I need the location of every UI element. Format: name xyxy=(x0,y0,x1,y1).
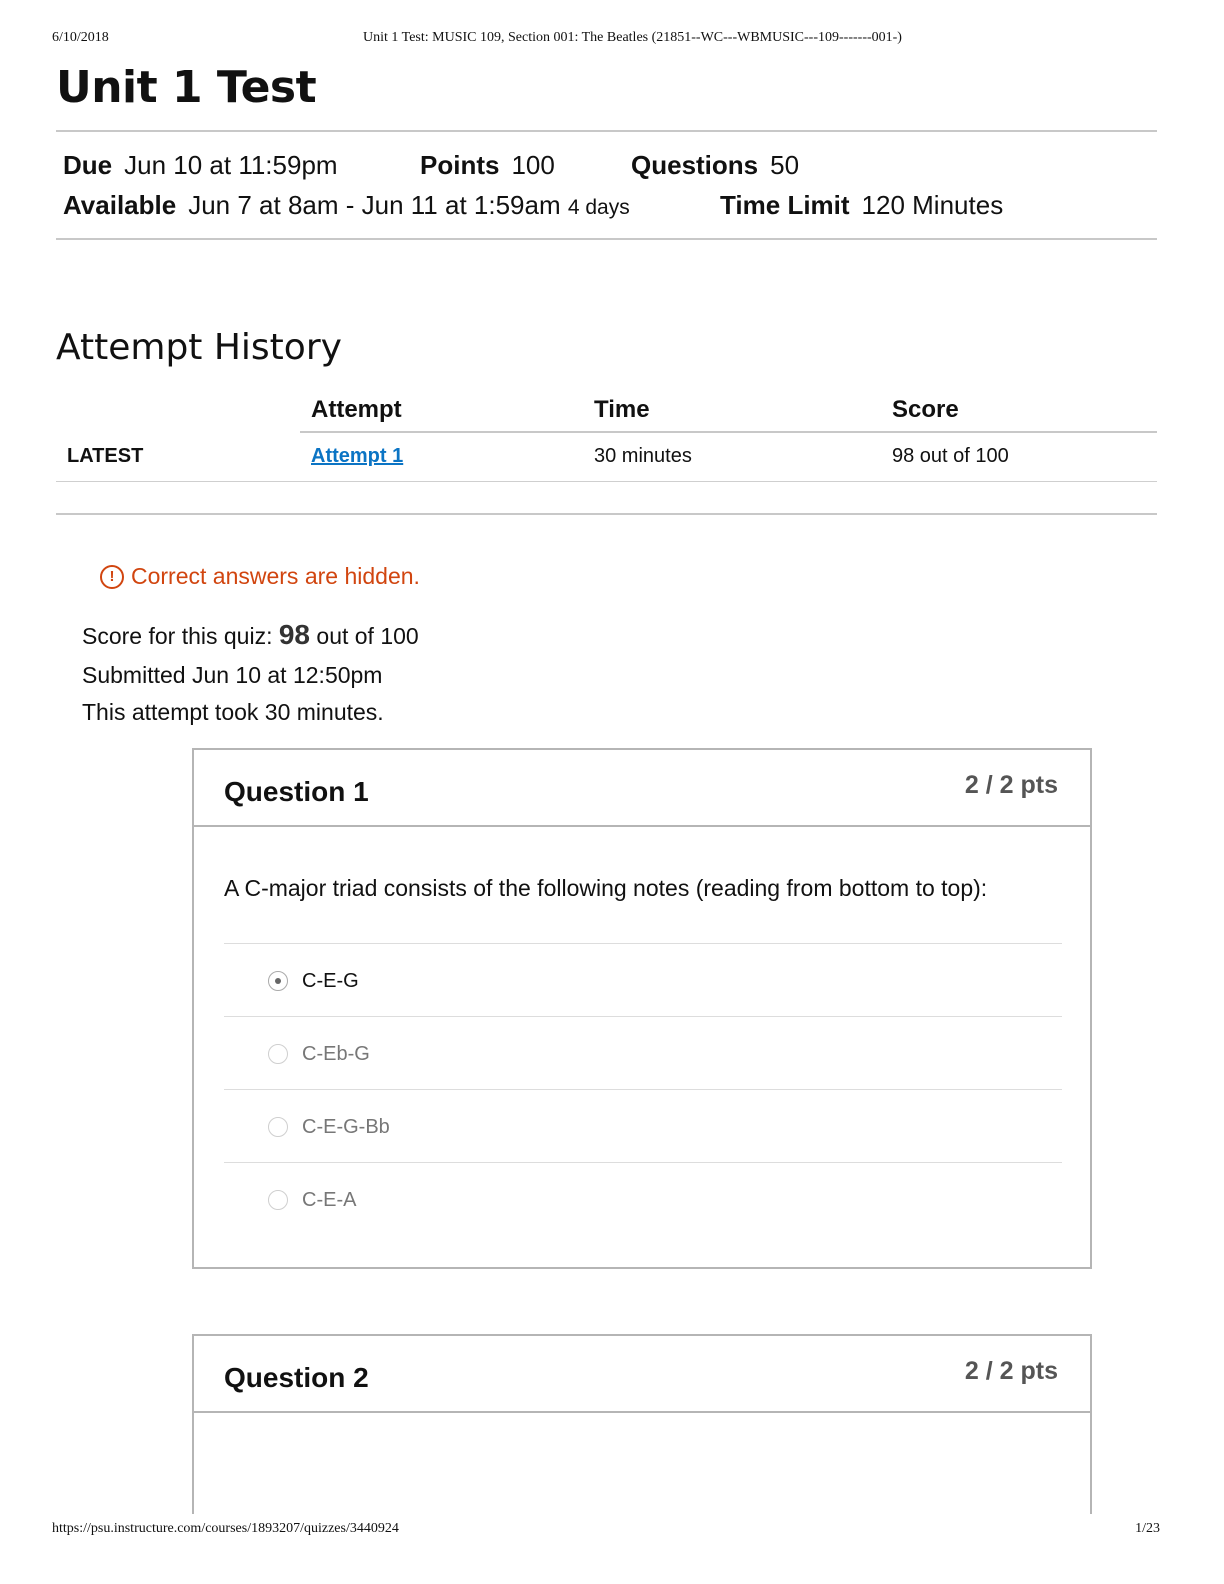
available-info xyxy=(63,190,630,221)
questions-value: 50 xyxy=(770,150,800,180)
question-points: 2 / 2 pts xyxy=(964,1357,1058,1385)
print-date: 6/10/2018 xyxy=(52,30,109,45)
answer-label: C-Eb-G xyxy=(302,1043,370,1065)
col-header-time: Time xyxy=(594,396,650,423)
answer-list xyxy=(224,943,1062,1236)
points-info xyxy=(420,150,555,181)
divider xyxy=(56,513,1157,515)
table-header-row xyxy=(56,392,1157,432)
radio-selected-icon[interactable] xyxy=(268,971,288,991)
question-card xyxy=(192,748,1092,1269)
radio-icon[interactable] xyxy=(268,1117,288,1137)
questions-label: Questions xyxy=(631,150,759,180)
question-title: Question 1 xyxy=(224,776,369,807)
available-value: Jun 7 at 8am - Jun 11 at 1:59am xyxy=(188,190,561,220)
attempt-duration: This attempt took 30 minutes. xyxy=(82,699,384,725)
latest-tag: LATEST xyxy=(67,445,144,467)
points-label: Points xyxy=(420,150,500,180)
radio-icon[interactable] xyxy=(268,1190,288,1210)
question-header xyxy=(194,750,1090,827)
questions-info xyxy=(631,150,799,181)
print-url: https://psu.instructure.com/courses/1893207/quizzes/3440924 xyxy=(52,1521,399,1536)
print-footer xyxy=(52,1521,1160,1541)
answer-label: C-E-A xyxy=(302,1189,357,1211)
points-value: 100 xyxy=(511,150,555,180)
attempt-history-table xyxy=(56,392,1157,482)
quiz-title: Unit 1 Test xyxy=(56,62,317,113)
due-label: Due xyxy=(63,150,113,180)
divider xyxy=(56,130,1157,132)
score-suffix: out of 100 xyxy=(310,623,419,649)
due-value: Jun 10 at 11:59pm xyxy=(124,150,338,180)
alert-icon: ! xyxy=(100,565,124,589)
time-limit-info xyxy=(720,190,1003,221)
question-points: 2 / 2 pts xyxy=(964,771,1058,799)
due-info xyxy=(63,150,338,181)
answer-label: C-E-G xyxy=(302,970,359,992)
question-card xyxy=(192,1334,1092,1514)
answer-option[interactable] xyxy=(224,1090,1062,1163)
available-duration: 4 days xyxy=(567,196,630,219)
answer-option[interactable] xyxy=(224,1163,1062,1236)
score-value: 98 xyxy=(278,619,311,650)
print-header xyxy=(52,30,1164,50)
page-number: 1/23 xyxy=(1135,1521,1160,1536)
answer-option[interactable] xyxy=(224,944,1062,1017)
attempt-history-title: Attempt History xyxy=(56,327,342,368)
answer-option[interactable] xyxy=(224,1017,1062,1090)
available-label: Available xyxy=(63,190,177,220)
divider xyxy=(56,238,1157,240)
notice-text: Correct answers are hidden. xyxy=(131,563,420,589)
answer-label: C-E-G-Bb xyxy=(302,1116,390,1138)
radio-icon[interactable] xyxy=(268,1044,288,1064)
table-row xyxy=(56,432,1157,482)
question-title: Question 2 xyxy=(224,1362,369,1393)
attempt-link[interactable]: Attempt 1 xyxy=(311,445,404,467)
attempt-time: 30 minutes xyxy=(594,445,692,467)
time-limit-value: 120 Minutes xyxy=(861,190,1004,220)
question-text: A C-major triad consists of the following notes (reading from bottom to top): xyxy=(224,875,988,901)
col-header-attempt: Attempt xyxy=(311,396,402,423)
quiz-score xyxy=(82,619,419,651)
submitted-time: Submitted Jun 10 at 12:50pm xyxy=(82,662,383,688)
correct-answers-notice xyxy=(100,563,420,590)
score-prefix: Score for this quiz: xyxy=(82,623,279,649)
attempt-score: 98 out of 100 xyxy=(892,445,1009,467)
question-header xyxy=(194,1336,1090,1413)
col-header-score: Score xyxy=(892,396,959,423)
print-page-title: Unit 1 Test: MUSIC 109, Section 001: The Beatles (21851--WC---WBMUSIC---109-------001-) xyxy=(363,30,902,45)
time-limit-label: Time Limit xyxy=(720,190,850,220)
